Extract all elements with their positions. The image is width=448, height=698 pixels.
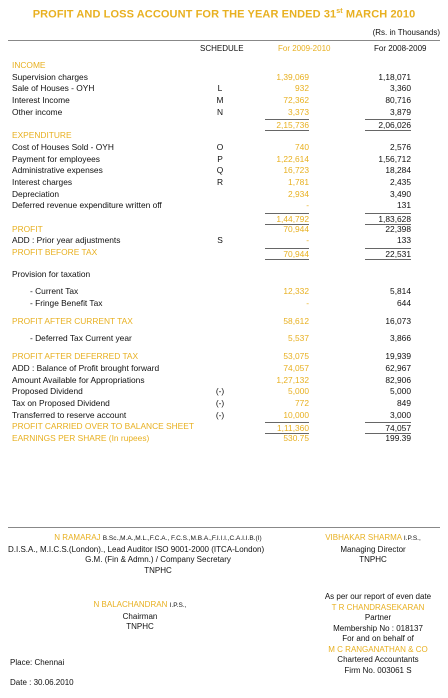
- row-previous-value: 133: [397, 235, 411, 246]
- row-label: Tax on Proposed Dividend: [12, 397, 110, 408]
- row-previous-value: 3,866: [390, 333, 411, 344]
- row-previous-value: 2,435: [390, 176, 411, 187]
- page-title: PROFIT AND LOSS ACCOUNT FOR THE YEAR ENDED 31st MARCH 2010: [32, 8, 416, 21]
- row-current-value: 74,057: [283, 362, 309, 373]
- statement-row: [0, 286, 448, 298]
- statement-row: [0, 177, 448, 189]
- statement-rows: [0, 60, 448, 445]
- row-label: Proposed Dividend: [12, 386, 83, 397]
- statement-row: [0, 189, 448, 201]
- statement-row: [0, 165, 448, 177]
- statement-row: [0, 363, 448, 375]
- row-label: - Deferred Tax Current year: [30, 333, 132, 344]
- row-schedule: (-): [215, 397, 225, 408]
- row-previous-value: 1,18,071: [378, 71, 411, 82]
- statement-row: [0, 95, 448, 107]
- row-label: PROFIT BEFORE TAX: [12, 247, 98, 257]
- row-current-value: 10,000: [283, 409, 309, 420]
- signatory-managing-director: VIBHAKAR SHARMA I.P.S., Managing Director TNPHC: [325, 533, 421, 564]
- row-label: ADD : Prior year adjustments: [12, 235, 121, 246]
- statement-row: [0, 410, 448, 422]
- row-schedule: N: [216, 106, 224, 117]
- row-previous-value: 22,531: [365, 248, 411, 260]
- statement-row: [0, 298, 448, 310]
- row-label: PROFIT: [12, 223, 43, 234]
- row-schedule: R: [216, 176, 224, 187]
- row-current-value: 1,27,132: [276, 374, 309, 385]
- row-label: Administrative expenses: [12, 165, 103, 176]
- row-label: ADD : Balance of Profit brought forward: [12, 362, 160, 373]
- row-label: Deferred revenue expenditure written off: [12, 200, 162, 211]
- row-schedule: S: [217, 235, 223, 246]
- spacer: [0, 259, 448, 269]
- row-current-value: 2,15,736: [265, 119, 309, 131]
- row-current-value: 740: [295, 141, 309, 152]
- date-label: Date : 30.06.2010: [10, 678, 74, 687]
- row-previous-value: 3,000: [390, 409, 411, 420]
- row-schedule: Q: [216, 165, 224, 176]
- statement-row: [0, 421, 448, 433]
- statement-row: [0, 386, 448, 398]
- row-current-value: -: [306, 200, 309, 211]
- row-label: EARNINGS PER SHARE (In rupees): [12, 432, 150, 443]
- row-previous-value: 3,490: [390, 188, 411, 199]
- row-previous-value: 5,814: [390, 286, 411, 297]
- row-label: Supervision charges: [12, 71, 88, 82]
- divider: [8, 40, 440, 41]
- statement-row: [0, 212, 448, 224]
- row-previous-value: 199.39: [385, 432, 411, 443]
- statement-row: [0, 398, 448, 410]
- statement-row: [0, 316, 448, 328]
- units-note: (Rs. in Thousands): [372, 28, 440, 37]
- row-current-value: 1,11,360: [265, 422, 309, 434]
- row-previous-value: 849: [397, 397, 411, 408]
- row-label: Cost of Houses Sold - OYH: [12, 141, 114, 152]
- row-schedule: O: [216, 141, 224, 152]
- row-current-value: -: [306, 235, 309, 246]
- row-current-value: 1,39,069: [276, 71, 309, 82]
- row-current-value: 58,612: [283, 315, 309, 326]
- row-current-value: 70,944: [283, 223, 309, 234]
- row-previous-value: 2,06,026: [365, 119, 411, 131]
- row-schedule: M: [216, 95, 224, 106]
- row-previous-value: 3,879: [390, 106, 411, 117]
- row-current-value: 3,373: [288, 106, 309, 117]
- row-current-value: 5,537: [288, 333, 309, 344]
- row-previous-value: 82,906: [385, 374, 411, 385]
- statement-row: [0, 154, 448, 166]
- row-previous-value: 1,83,628: [365, 213, 411, 225]
- statement-row: [0, 107, 448, 119]
- row-label: Payment for employees: [12, 153, 100, 164]
- row-previous-value: 16,073: [385, 315, 411, 326]
- statement-row: [0, 130, 448, 142]
- row-current-value: 932: [295, 83, 309, 94]
- row-previous-value: 2,576: [390, 141, 411, 152]
- row-label: Interest charges: [12, 176, 73, 187]
- row-current-value: -: [306, 298, 309, 309]
- row-label: PROFIT CARRIED OVER TO BALANCE SHEET: [12, 421, 194, 432]
- row-label: Interest Income: [12, 95, 70, 106]
- row-previous-value: 644: [397, 298, 411, 309]
- previous-year-header: For 2008-2009: [374, 44, 427, 53]
- row-current-value: 16,723: [283, 165, 309, 176]
- row-previous-value: 19,939: [385, 351, 411, 362]
- statement-row: [0, 351, 448, 363]
- statement-row: [0, 247, 448, 259]
- row-label: Amount Available for Appropriations: [12, 374, 145, 385]
- statement-row: [0, 433, 448, 445]
- row-previous-value: 80,716: [385, 95, 411, 106]
- schedule-header: SCHEDULE: [200, 44, 244, 53]
- row-current-value: 70,944: [265, 248, 309, 260]
- signatory-company-secretary: N RAMARAJ B.Sc.,M.A.,M.L.,F.C.A., F.C.S.,M.B.A.,F.I.I.I.,C.A.I.I.B.(I) D.I.S.A., M.I.C.S.(London)., Lead Auditor ISO 9001-2000 (ITCA-London) G.M. (Fin & Admn.) / Company Secretary TNPHC: [8, 533, 265, 575]
- row-previous-value: 74,057: [365, 422, 411, 434]
- statement-row: [0, 200, 448, 212]
- row-current-value: 53,075: [283, 351, 309, 362]
- statement-row: [0, 375, 448, 387]
- row-label: - Current Tax: [30, 286, 79, 297]
- statement-row: [0, 235, 448, 247]
- statement-row: [0, 60, 448, 72]
- row-label: Provision for taxation: [12, 268, 91, 279]
- row-label: EXPENDITURE: [12, 130, 72, 141]
- row-label: Sale of Houses - OYH: [12, 83, 95, 94]
- row-label: PROFIT AFTER DEFERRED TAX: [12, 351, 139, 362]
- statement-row: [0, 269, 448, 281]
- place-label: Place: Chennai: [10, 658, 65, 667]
- row-current-value: 72,362: [283, 95, 309, 106]
- row-previous-value: 5,000: [390, 386, 411, 397]
- row-label: Other income: [12, 106, 63, 117]
- statement-row: [0, 333, 448, 345]
- row-previous-value: 18,284: [385, 165, 411, 176]
- auditor-block: As per our report of even date T R CHANDRASEKARAN Partner Membership No : 018137 For and on behalf of M C RANGANATHAN & CO Chartered Accountants Firm No. 003061 S: [324, 592, 432, 675]
- row-previous-value: 62,967: [385, 362, 411, 373]
- row-label: Transferred to reserve account: [12, 409, 127, 420]
- row-current-value: 1,22,614: [276, 153, 309, 164]
- row-label: PROFIT AFTER CURRENT TAX: [12, 315, 133, 326]
- statement-row: [0, 72, 448, 84]
- statement-row: [0, 118, 448, 130]
- row-previous-value: 3,360: [390, 83, 411, 94]
- row-current-value: 1,44,792: [265, 213, 309, 225]
- divider: [8, 527, 440, 528]
- row-schedule: P: [217, 153, 223, 164]
- row-previous-value: 1,56,712: [378, 153, 411, 164]
- row-previous-value: 131: [397, 200, 411, 211]
- statement-row: [0, 142, 448, 154]
- row-current-value: 2,934: [288, 188, 309, 199]
- statement-row: [0, 224, 448, 236]
- row-label: Depreciation: [12, 188, 60, 199]
- row-current-value: 772: [295, 397, 309, 408]
- current-year-header: For 2009-2010: [278, 44, 331, 53]
- row-current-value: 530.75: [283, 432, 309, 443]
- signatory-chairman: N BALACHANDRAN I.P.S., Chairman TNPHC: [93, 600, 187, 631]
- row-schedule: (-): [215, 386, 225, 397]
- row-label: INCOME: [12, 60, 46, 70]
- row-current-value: 1,781: [288, 176, 309, 187]
- row-current-value: 12,332: [283, 286, 309, 297]
- row-schedule: (-): [215, 409, 225, 420]
- row-schedule: L: [217, 83, 223, 94]
- row-label: - Fringe Benefit Tax: [30, 298, 103, 309]
- statement-row: [0, 83, 448, 95]
- row-previous-value: 22,398: [385, 223, 411, 234]
- row-current-value: 5,000: [288, 386, 309, 397]
